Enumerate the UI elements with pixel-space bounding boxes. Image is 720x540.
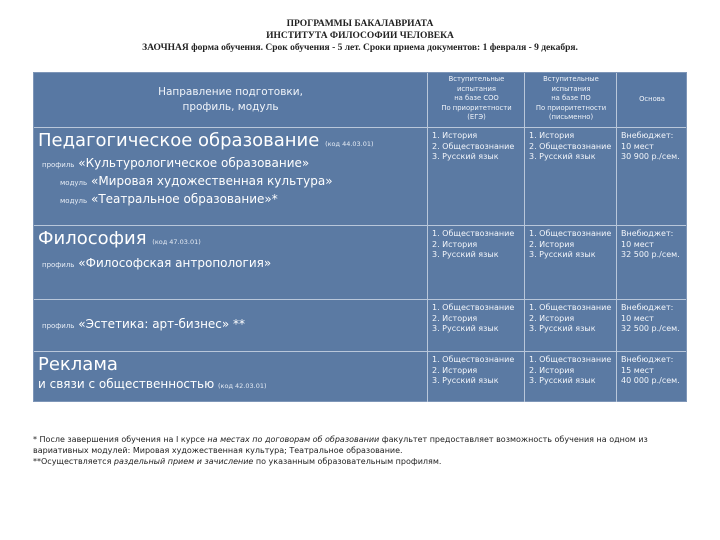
exams-soo-cell: 1. История 2. Обществознание 3. Русский язык [427,128,529,226]
exams-po-cell: 1. Обществознание 2. История 3. Русский язык [524,300,621,352]
header-notes: Основа [616,73,687,127]
header-exams-soo: Вступительные испытания на базе СОО По приоритетности (ЕГЭ) [427,73,525,127]
footnote-1-cont: вариативных модулей: Мировая художественная культура; Театральное образование. [33,446,403,455]
direction-title: Реклама [38,354,118,375]
header-direction: Направление подготовки, профиль, модуль [158,86,303,113]
table-header-row [34,73,686,127]
header-title: ПРОГРАММЫ БАКАЛАВРИАТА [286,19,434,29]
footnote-2: **Осуществляется раздельный прием и зачисление по указанным образовательным профилям. [33,457,442,466]
header-subtitle: ИНСТИТУТА ФИЛОСОФИИ ЧЕЛОВЕКА [266,31,454,41]
direction-code: (код 47.03.01) [152,238,201,246]
header-terms: ЗАОЧНАЯ форма обучения. Срок обучения - 5 лет. Сроки приема документов: 1 февраля - 9 декабря. [142,43,578,53]
profile-line: профиль «Эстетика: арт-бизнес» ** [42,317,246,331]
header-exams-po: Вступительные испытания на базе ПО По приоритетности (письменно) [524,73,617,127]
direction-cell [34,300,435,352]
table-row [34,127,686,226]
profile-line: профиль «Культурологическое образование» [42,156,310,170]
exams-po-cell: 1. История 2. Обществознание 3. Русский язык [524,128,621,226]
notes-cell: Внебюджет: 15 мест 40 000 р./сем. [616,352,691,402]
table-row [34,299,686,352]
direction-title-cont: и связи с общественностью (код 42.03.01) [38,377,267,391]
table-row [34,225,686,300]
module-line: модуль «Мировая художественная культура» [60,174,333,188]
table-row [34,351,686,402]
programs-table [33,72,687,402]
page-header [0,18,720,54]
direction-title: Педагогическое образование (код 44.03.01) [38,130,374,151]
direction-code: (код 44.03.01) [325,140,374,148]
direction-cell [34,128,431,226]
exams-soo-cell: 1. Обществознание 2. История 3. Русский язык [427,300,529,352]
notes-cell: Внебюджет: 10 мест 32 500 р./сем. [616,226,691,300]
exams-po-cell: 1. Обществознание 2. История 3. Русский язык [524,226,621,300]
exams-po-cell: 1. Обществознание 2. История 3. Русский язык [524,352,621,402]
module-line: модуль «Театральное образование»* [60,192,278,206]
direction-cell [34,352,431,402]
notes-cell: Внебюджет: 10 мест 30 900 р./сем. [616,128,691,226]
direction-code: (код 42.03.01) [218,382,267,390]
exams-soo-cell: 1. Обществознание 2. История 3. Русский язык [427,352,529,402]
footnote-1: * После завершения обучения на I курсе на местах по договорам об образовании факультет предоставляет возможность обучения на одном из [33,435,648,444]
direction-title: Философия (код 47.03.01) [38,228,201,249]
direction-cell [34,226,431,300]
notes-cell: Внебюджет: 10 мест 32 500 р./сем. [616,300,691,352]
footnotes [33,434,693,467]
profile-line: профиль «Философская антропология» [42,256,272,270]
exams-soo-cell: 1. Обществознание 2. История 3. Русский язык [427,226,529,300]
